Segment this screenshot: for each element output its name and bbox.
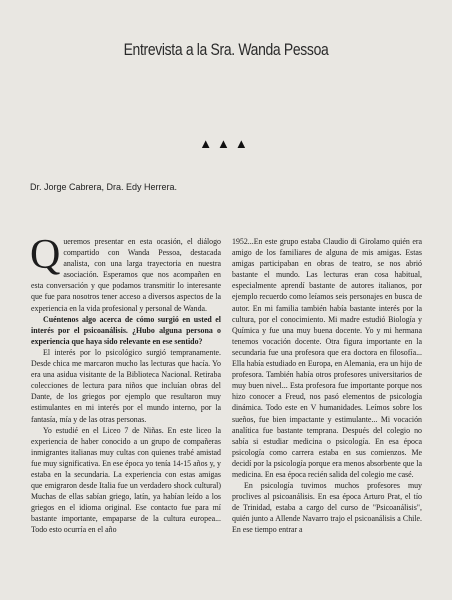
answer-paragraph: En psicología tuvimos muchos profesores muy proclives al psicoanálisis. En esa época Arturo Prat, el tío de Trinidad, estaba a cargo del curso de "Psicoanálisis", quién junto a Allende Navarro trajo el psicoanálisis a Chile. En ese tiempo entrar a	[232, 481, 422, 535]
page-title: Entrevista a la Sra. Wanda Pessoa	[123, 40, 329, 59]
answer-paragraph: Yo estudié en el Liceo 7 de Niñas. En este liceo la experiencia de haber conocido a un grupo de compañeras inmigrantes italianas muy cultas con quienes trabé amistad fue muy significativa. En ese época yo tenía 14-15 años y, y estaba en la secundaria. La experiencia con estas amigas que emigraron desde Italia fue un verdadero shock cultural) Muchas de ellas sabían griego, latín, ya habían leído a los griegos en el idioma original. Ese contacto fue para mí bastante importante, empaparse de la cultura europea... Todo esto ocurría en el año	[31, 425, 221, 535]
drop-cap: Q	[30, 232, 61, 278]
answer-paragraph: 1952...En este grupo estaba Claudio di Girolamo quién era amigo de los familiares de alguna de mis amigas. Estas amigas participaban en obras de teatro, se nos abrió bastante el mundo. Las lecturas eran cosa habitual, especialmente aprendí bastante de autores italianos, por ejemplo recuerdo como leíamos seis personajes en busca de autor. En mi familia también había bastante interés por la cultura, por el conocimiento. Mi madre estudió Biología y Química y fue una muy buena docente. Yo y mi hermana tenemos vocación docente. Otra figura importante en la secundaria fue una profesora que era doctora en filosofía... Ella había estudiado en Europa, en Alemania, era un hijo de profesora. También había otros profesores universitarios de muy buen nivel... Esta profesora fue importante porque nos hizo conocer a Freud, nos pasó elementos de psicología dinámica. Todo este en V humanidades. Leímos sobre los sueños, fue bien impactante y estimulante... Mi vocación analítica fue bastante temprana. Después del colegio no sabía si estudiar medicina o psicología. En esa época psicología como carrera estaba en sus comienzos. Me decidí por la psicología porque era menos absorbente que la medicina. En esa época recién salida del colegio me casé.	[232, 237, 422, 479]
right-column	[232, 236, 422, 536]
intro-text: ueremos presentar en esta ocasión, el diálogo compartido con Wanda Pessoa, destacada analista, con una larga trayectoria en nuestra asociación. Esperamos que nos acompañen en esta conversación y que podamos transmitir lo interesante que fue para nosotros tener acceso a diversos aspectos de la experiencia en la vida profesional y personal de Wanda.	[31, 237, 221, 313]
answer-paragraph: El interés por lo psicológico surgió tempranamente. Desde chica me marcaron mucho las lecturas que hacía. Yo era una asidua visitante de la Biblioteca Nacional. Retiraba colecciones de lectura para niños que incluían obras del Dante, de los griegos por ejemplo que resultaron muy estimulantes en mi interés por el mundo interno, por la fantasía, mía y de las otras personas.	[31, 347, 221, 424]
triangle-ornament-icon: ▲▲▲	[199, 136, 253, 151]
authors-line: Dr. Jorge Cabrera, Dra. Edy Herrera.	[30, 182, 178, 192]
intro-paragraph	[30, 232, 221, 314]
interview-question: Cuéntenos algo acerca de cómo surgió en usted el interés por el psicoanálisis. ¿Hubo alguna persona o experiencia que haya sido relevante en ese sentido?	[31, 314, 221, 346]
left-column	[30, 232, 221, 536]
